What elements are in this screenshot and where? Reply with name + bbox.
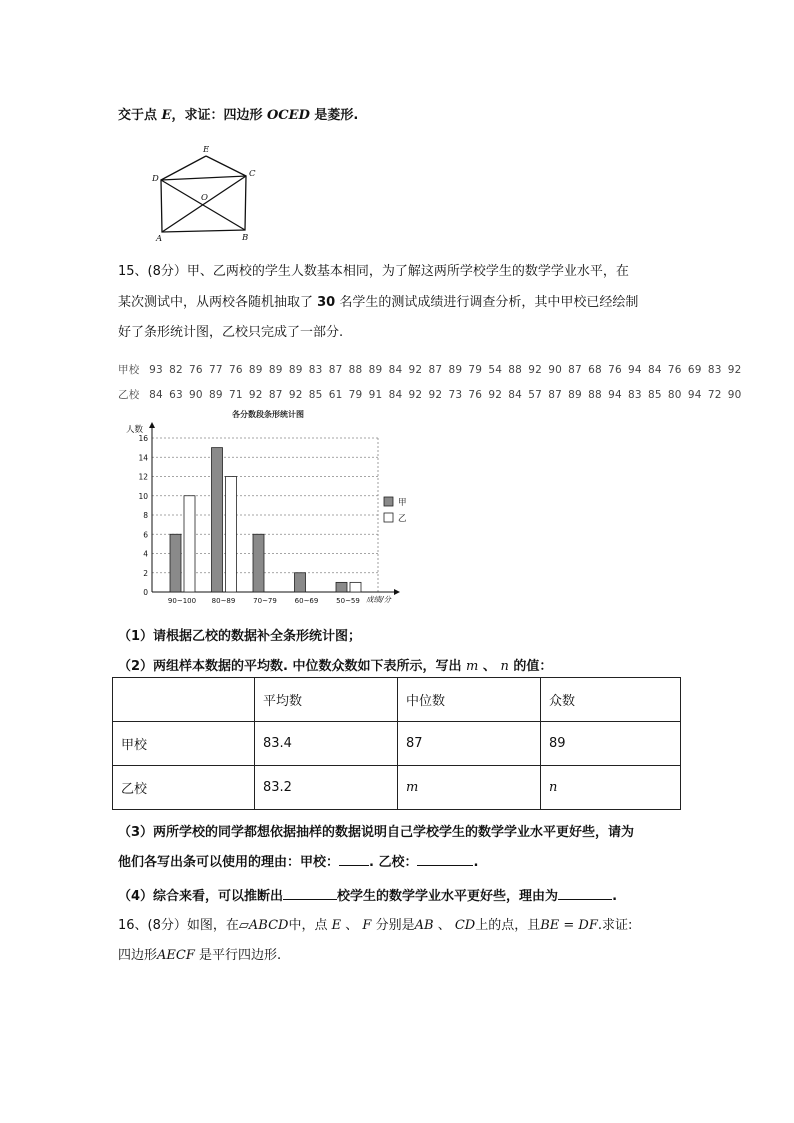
score-value: 88 (588, 389, 602, 401)
q16-e: E (331, 918, 342, 933)
q15-part3-end: . (473, 855, 479, 870)
score-value: 83 (628, 389, 642, 401)
score-value: 92 (408, 364, 423, 376)
x-tick-label: 70~79 (253, 597, 277, 605)
scores-jia-row (118, 362, 748, 377)
q15-line1: 15、(8分）甲、乙两校的学生人数基本相同，为了解这两所学校学生的数学学业水平，在 (118, 264, 629, 279)
q16-pre: 16、(8分）如图，在 (118, 918, 239, 933)
q15-line2 (118, 291, 638, 310)
q15-part2-post: 的值： (513, 659, 553, 674)
table-header-cell: 中位数 (398, 678, 541, 722)
table-row (113, 766, 681, 810)
score-value: 87 (328, 364, 343, 376)
score-value: 89 (448, 364, 463, 376)
label-o: O (201, 193, 208, 203)
q15-part3-line1: （3）两所学校的同学都想依据抽样的数据说明自己学校学生的数学学业水平更好些，请为 (118, 825, 635, 840)
table-row (113, 722, 681, 766)
score-value: 91 (368, 389, 383, 401)
score-value: 93 (149, 364, 163, 376)
q15-part3-mid: . 乙校： (369, 855, 418, 870)
table-header-row (113, 678, 681, 722)
rectangle-figure (150, 142, 265, 242)
y-tick-label: 16 (138, 434, 148, 443)
score-value: 85 (308, 389, 323, 401)
q16-t2: 分别是 (375, 918, 415, 933)
score-value: 84 (149, 389, 163, 401)
intro-quad: OCED (266, 108, 310, 123)
answer-blank-reason[interactable] (558, 899, 612, 900)
y-tick-label: 0 (143, 588, 148, 597)
score-value: 94 (608, 389, 622, 401)
q16-f: F (362, 918, 372, 933)
score-value: 80 (667, 389, 682, 401)
q15-line2-post: 名学生的测试成绩进行调查分析，其中甲校已经绘制 (335, 295, 639, 310)
score-value: 92 (528, 364, 543, 376)
scores-yi-row (118, 387, 748, 402)
legend-label: 乙 (398, 514, 407, 524)
score-value: 87 (268, 389, 283, 401)
score-value: 92 (428, 389, 443, 401)
score-value: 79 (468, 364, 483, 376)
score-value: 87 (568, 364, 582, 376)
score-value: 89 (288, 364, 303, 376)
q15-part4-pre: （4）综合来看，可以推断出 (118, 889, 284, 904)
table-cell: 乙校 (113, 766, 255, 810)
q16-t3: 上的点，且 (475, 918, 541, 933)
score-value: 77 (209, 364, 223, 376)
y-tick-label: 12 (138, 472, 148, 482)
score-value: 88 (348, 364, 363, 376)
label-d: D (152, 174, 159, 184)
table-cell: 83.4 (255, 722, 398, 766)
y-tick-label: 8 (143, 511, 148, 520)
score-value: 94 (687, 389, 702, 401)
q15-part4 (118, 885, 617, 904)
score-value: 73 (448, 389, 463, 401)
q15-line2-pre: 某次测试中，从两校各随机抽取了 (118, 295, 318, 310)
legend-swatch (384, 513, 393, 522)
intro-text: 交于点 (118, 108, 162, 123)
score-value: 84 (388, 364, 403, 376)
chart-title: 各分数段条形统计图 (232, 410, 304, 419)
intro-text-mid: ，求证：四边形 (171, 108, 267, 123)
q15-part4-mid: 校学生的数学学业水平更好些，理由为 (337, 889, 559, 904)
bar-yi (184, 496, 195, 592)
score-value: 90 (189, 389, 203, 401)
score-value: 76 (189, 364, 203, 376)
score-value: 72 (707, 389, 722, 401)
q15-part2 (118, 655, 552, 674)
score-value: 89 (568, 389, 582, 401)
table-cell: n (541, 766, 681, 810)
q15-part2-pre: （2）两组样本数据的平均数. 中位数众数如下表所示，写出 (118, 659, 462, 674)
scores-jia-label: 甲校 (118, 364, 140, 376)
table-cell: 89 (541, 722, 681, 766)
y-axis-label: 人数 (126, 425, 144, 435)
q15-part2-n: n (500, 659, 509, 674)
q16-aecf: AECF (157, 948, 195, 963)
score-value: 83 (707, 364, 722, 376)
score-value: 89 (368, 364, 383, 376)
q15-part2-sep: 、 (482, 659, 496, 674)
score-value: 89 (209, 389, 223, 401)
score-value: 54 (488, 364, 503, 376)
q16-sep2: 、 (437, 918, 451, 933)
q15-part4-end: . (612, 889, 618, 904)
y-tick-label: 2 (143, 568, 148, 578)
intro-line (118, 104, 358, 123)
bar-jia (212, 448, 223, 592)
legend-label: 甲 (398, 498, 407, 508)
q16-t4: .求证: (597, 918, 633, 933)
table-cell: 83.2 (255, 766, 398, 810)
score-value: 71 (228, 389, 243, 401)
score-value: 76 (468, 389, 483, 401)
score-value: 92 (408, 389, 423, 401)
bar-jia (336, 582, 347, 592)
segment-ec (206, 156, 246, 176)
score-value: 92 (488, 389, 503, 401)
table-header-cell: 平均数 (255, 678, 398, 722)
statistics-table (112, 677, 681, 810)
q16-equation: BE = DF (540, 918, 598, 933)
table-header-cell: 众数 (541, 678, 681, 722)
label-a: A (156, 234, 163, 242)
score-value: 84 (388, 389, 403, 401)
parallelogram-symbol: ▱ (238, 918, 249, 933)
label-b: B (242, 233, 249, 242)
intro-text-after: 是菱形. (309, 108, 359, 123)
q15-part3-pre: 他们各写出条可以使用的理由：甲校： (118, 855, 340, 870)
bar-yi (350, 582, 361, 592)
q16-line2 (118, 944, 281, 963)
score-value: 92 (727, 364, 742, 376)
q16-line2-pre: 四边形 (118, 948, 158, 963)
score-value: 79 (348, 389, 363, 401)
y-axis-arrow (149, 422, 155, 428)
label-e: E (203, 145, 210, 155)
score-value: 85 (647, 389, 662, 401)
q16-t1: 中，点 (288, 918, 328, 933)
answer-blank-jia[interactable] (339, 865, 369, 866)
table-cell: 甲校 (113, 722, 255, 766)
bar-chart (118, 405, 418, 607)
segment-de (161, 156, 206, 180)
score-value: 57 (528, 389, 543, 401)
y-tick-label: 10 (138, 491, 148, 501)
score-value: 87 (548, 389, 562, 401)
score-value: 94 (628, 364, 642, 376)
score-value: 69 (687, 364, 702, 376)
legend-swatch (384, 497, 393, 506)
x-tick-label: 80~89 (211, 597, 236, 605)
score-value: 83 (308, 364, 323, 376)
y-tick-label: 14 (138, 453, 148, 463)
q15-part1: （1）请根据乙校的数据补全条形统计图； (118, 629, 362, 644)
score-value: 89 (268, 364, 283, 376)
score-value: 88 (508, 364, 523, 376)
q15-part2-m: m (466, 659, 479, 674)
q16-line2-post: 是平行四边形. (199, 948, 282, 963)
x-tick-label: 60~69 (294, 597, 319, 605)
q16-sep: 、 (345, 918, 359, 933)
x-tick-label: 90~100 (167, 597, 197, 605)
score-value: 90 (548, 364, 562, 376)
q15-part3-line2 (118, 851, 478, 870)
x-tick-label: 50~59 (336, 597, 360, 605)
table-cell: m (398, 766, 541, 810)
score-value: 63 (169, 389, 183, 401)
q15-line3: 好了条形统计图，乙校只完成了一部分. (118, 325, 344, 340)
y-tick-label: 4 (143, 549, 148, 559)
q16-cd: CD (454, 918, 476, 933)
score-value: 76 (228, 364, 243, 376)
bar-jia (295, 573, 306, 592)
score-value: 89 (248, 364, 263, 376)
score-value: 87 (428, 364, 443, 376)
score-value: 61 (328, 389, 343, 401)
table-header-cell (113, 678, 255, 722)
bar-yi (226, 477, 237, 593)
q15-sample-size: 30 (317, 295, 336, 310)
score-value: 84 (508, 389, 523, 401)
label-c: C (249, 169, 256, 179)
score-value: 92 (288, 389, 303, 401)
x-axis-arrow (394, 589, 400, 595)
score-value: 90 (727, 389, 742, 401)
x-axis-label: 成绩/分 (366, 595, 392, 604)
score-value: 76 (667, 364, 682, 376)
score-value: 82 (169, 364, 183, 376)
table-cell: 87 (398, 722, 541, 766)
bar-jia (170, 534, 181, 592)
answer-blank-yi[interactable] (417, 865, 473, 866)
score-value: 92 (248, 389, 263, 401)
score-value: 68 (588, 364, 602, 376)
bar-jia (253, 534, 264, 592)
q16-abcd: ABCD (248, 918, 289, 933)
scores-yi-label: 乙校 (118, 389, 140, 401)
q16-line1 (118, 914, 632, 933)
q16-ab: AB (414, 918, 434, 933)
intro-point: E (161, 108, 172, 123)
score-value: 76 (608, 364, 622, 376)
answer-blank-school[interactable] (283, 899, 337, 900)
score-value: 84 (647, 364, 662, 376)
y-tick-label: 6 (143, 530, 148, 540)
